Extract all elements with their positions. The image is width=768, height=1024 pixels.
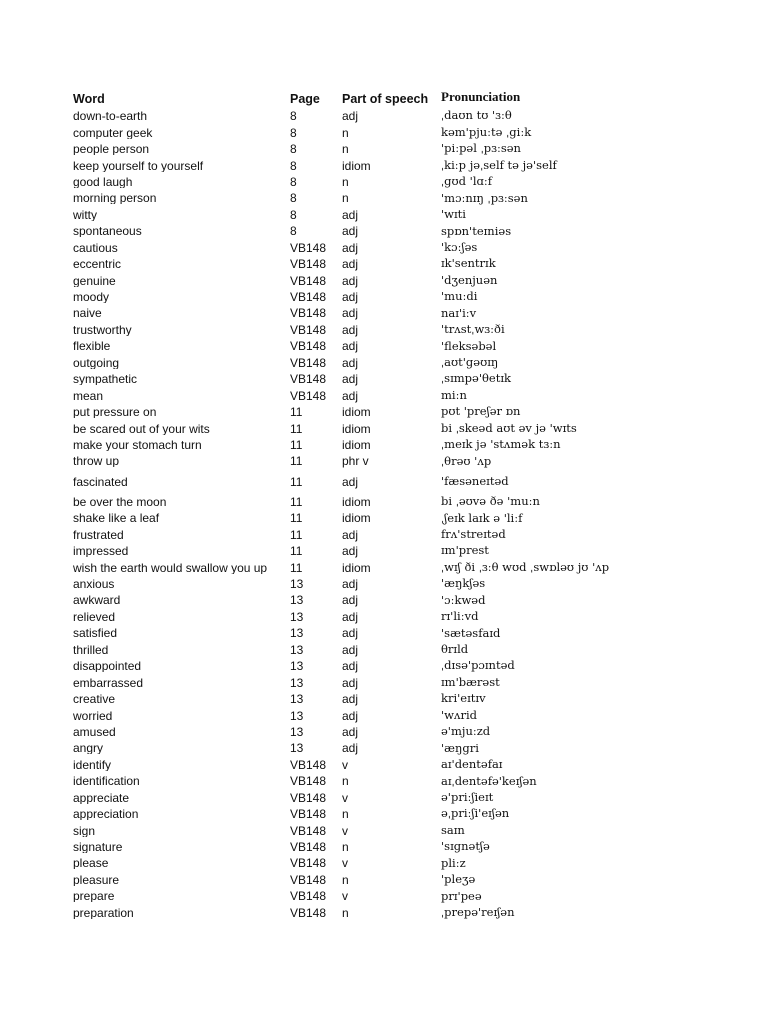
part-of-speech-cell: adj	[342, 109, 359, 124]
vocabulary-sheet	[73, 90, 733, 921]
part-of-speech-cell: adj	[342, 527, 359, 542]
table-row	[73, 642, 733, 658]
pronunciation-cell: ˌprepə'reɪʃən	[441, 905, 515, 920]
page-cell: 13	[290, 724, 304, 739]
pronunciation-cell: ˌkiːp jəˌself tə jə'self	[441, 157, 557, 172]
part-of-speech-cell: adj	[342, 659, 359, 674]
table-row	[73, 888, 733, 904]
page-cell: 11	[290, 405, 303, 420]
table-row	[73, 543, 733, 559]
word-cell: embarrassed	[73, 676, 144, 689]
table-row	[73, 609, 733, 625]
table-row	[73, 658, 733, 674]
part-of-speech-cell: phr v	[342, 454, 369, 469]
word-cell: impressed	[73, 545, 129, 558]
page-cell: 8	[290, 224, 297, 239]
page-cell: 8	[290, 125, 297, 140]
part-of-speech-cell: n	[342, 807, 349, 822]
pronunciation-cell: bi ˌəʊvə ðə 'muːn	[441, 494, 540, 509]
word-cell: fascinated	[73, 475, 128, 488]
table-row	[73, 256, 733, 272]
part-of-speech-cell: adj	[342, 224, 359, 239]
table-row	[73, 305, 733, 321]
word-cell: identification	[73, 775, 140, 788]
word-cell: flexible	[73, 340, 111, 353]
page-cell: 8	[290, 207, 297, 222]
part-of-speech-cell: adj	[342, 388, 359, 403]
pronunciation-cell: əˌpriːʃi'eɪʃən	[441, 806, 510, 821]
part-of-speech-cell: v	[342, 790, 348, 805]
page-cell: VB148	[290, 290, 327, 305]
part-of-speech-cell: adj	[342, 207, 359, 222]
word-cell: relieved	[73, 610, 116, 623]
pronunciation-cell: ˌdɪsə'pɔɪntəd	[441, 658, 515, 673]
part-of-speech-cell: adj	[342, 593, 359, 608]
word-cell: pleasure	[73, 873, 120, 886]
part-of-speech-cell: n	[342, 191, 349, 206]
page-cell: 11	[290, 560, 303, 575]
pronunciation-cell: ɪm'bærəst	[441, 674, 500, 689]
word-cell: creative	[73, 693, 116, 706]
page-cell: VB148	[290, 757, 327, 772]
part-of-speech-cell: n	[342, 905, 349, 920]
table-row	[73, 790, 733, 806]
word-cell: spontaneous	[73, 225, 142, 238]
pronunciation-cell: naɪ'iːv	[441, 305, 477, 320]
page-cell: 11	[290, 474, 303, 489]
word-cell: be over the moon	[73, 495, 167, 508]
vocabulary-rows	[73, 108, 733, 921]
page-cell: 13	[290, 692, 304, 707]
table-row	[73, 355, 733, 371]
table-row	[73, 437, 733, 453]
part-of-speech-cell: adj	[342, 724, 359, 739]
word-cell: be scared out of your wits	[73, 422, 210, 435]
page-cell: 8	[290, 191, 297, 206]
table-row	[73, 559, 733, 575]
word-cell: trustworthy	[73, 323, 132, 336]
table-row	[73, 190, 733, 206]
part-of-speech-cell: adj	[342, 692, 359, 707]
page-cell: VB148	[290, 240, 327, 255]
table-row	[73, 272, 733, 288]
table-row	[73, 872, 733, 888]
pronunciation-cell: 'sætəsfaɪd	[441, 625, 501, 640]
table-row	[73, 453, 733, 469]
pronunciation-cell: ˌsɪmpə'θetɪk	[441, 371, 511, 386]
part-of-speech-cell: n	[342, 774, 349, 789]
word-cell: people person	[73, 143, 150, 156]
page-cell: 11	[290, 511, 303, 526]
page-cell: VB148	[290, 823, 327, 838]
part-of-speech-cell: adj	[342, 306, 359, 321]
word-cell: please	[73, 857, 109, 870]
pronunciation-cell: ˌmeɪk jə 'stʌmək tɜːn	[441, 437, 561, 452]
part-of-speech-cell: adj	[342, 741, 359, 756]
pronunciation-cell: aɪˌdentəfə'keɪʃən	[441, 773, 537, 788]
part-of-speech-cell: v	[342, 823, 348, 838]
page-cell: VB148	[290, 872, 327, 887]
part-of-speech-cell: n	[342, 142, 349, 157]
page-cell: 11	[290, 437, 303, 452]
word-cell: down-to-earth	[73, 110, 148, 123]
table-row	[73, 207, 733, 223]
word-cell: appreciation	[73, 808, 139, 821]
page-cell: 13	[290, 593, 304, 608]
pronunciation-cell: 'ɔːkwəd	[441, 592, 486, 607]
pronunciation-cell: pʊt 'preʃər ɒn	[441, 404, 521, 419]
table-row	[73, 576, 733, 592]
pronunciation-cell: ˌgʊd 'lɑːf	[441, 174, 493, 189]
word-cell: frustrated	[73, 528, 124, 541]
page-cell: VB148	[290, 322, 327, 337]
word-cell: angry	[73, 742, 104, 755]
pronunciation-cell: 'fæsəneɪtəd	[441, 473, 509, 488]
page-cell: 8	[290, 174, 297, 189]
word-cell: keep yourself to yourself	[73, 159, 204, 172]
word-cell: good laugh	[73, 175, 133, 188]
word-cell: witty	[73, 208, 97, 221]
table-row	[73, 625, 733, 641]
word-cell: awkward	[73, 594, 121, 607]
word-cell: computer geek	[73, 126, 153, 139]
pronunciation-cell: ɪm'prest	[441, 543, 489, 558]
part-of-speech-cell: idiom	[342, 437, 371, 452]
word-cell: disappointed	[73, 660, 142, 673]
word-cell: signature	[73, 841, 123, 854]
part-of-speech-cell: adj	[342, 257, 359, 272]
pronunciation-cell: 'æŋkʃəs	[441, 576, 486, 591]
part-of-speech-cell: adj	[342, 708, 359, 723]
page-cell: VB148	[290, 905, 327, 920]
page-cell: VB148	[290, 388, 327, 403]
page-cell: 11	[290, 454, 303, 469]
pronunciation-cell: 'trʌstˌwɜːði	[441, 322, 505, 337]
table-row	[73, 707, 733, 723]
part-of-speech-cell: adj	[342, 626, 359, 641]
pronunciation-cell: 'æŋgri	[441, 740, 479, 755]
header-pronunciation: Pronunciation	[441, 88, 521, 104]
word-cell: outgoing	[73, 356, 120, 369]
word-cell: wish the earth would swallow you up	[73, 561, 268, 574]
word-cell: amused	[73, 725, 116, 738]
part-of-speech-cell: adj	[342, 322, 359, 337]
table-row	[73, 223, 733, 239]
page-cell: 11	[290, 544, 303, 559]
word-cell: anxious	[73, 578, 115, 591]
part-of-speech-cell: adj	[342, 642, 359, 657]
pronunciation-cell: θrɪld	[441, 642, 469, 657]
part-of-speech-cell: v	[342, 757, 348, 772]
pronunciation-cell: ˌwɪʃ ði ˌɜːθ wʊd ˌswɒləʊ jʊ 'ʌp	[441, 559, 610, 574]
word-cell: morning person	[73, 192, 157, 205]
table-row	[73, 174, 733, 190]
table-row	[73, 124, 733, 140]
part-of-speech-cell: adj	[342, 372, 359, 387]
word-cell: make your stomach turn	[73, 438, 202, 451]
table-row	[73, 691, 733, 707]
table-row	[73, 839, 733, 855]
word-cell: genuine	[73, 274, 116, 287]
page-cell: VB148	[290, 889, 327, 904]
page-cell: 13	[290, 609, 304, 624]
word-cell: appreciate	[73, 791, 130, 804]
pronunciation-cell: 'wɪti	[441, 207, 466, 222]
table-row	[73, 338, 733, 354]
page-cell: VB148	[290, 774, 327, 789]
page-cell: 8	[290, 142, 297, 157]
pronunciation-cell: 'sɪgnətʃə	[441, 839, 490, 854]
table-row	[73, 757, 733, 773]
pronunciation-cell: saɪn	[441, 822, 465, 837]
pronunciation-cell: ə'priːʃieɪt	[441, 789, 494, 804]
table-row	[73, 420, 733, 436]
part-of-speech-cell: adj	[342, 544, 359, 559]
pronunciation-cell: pliːz	[441, 855, 466, 870]
table-row	[73, 404, 733, 420]
pronunciation-cell: ɪk'sentrɪk	[441, 256, 496, 271]
page-cell: 13	[290, 577, 304, 592]
pronunciation-cell: prɪ'peə	[441, 888, 482, 903]
word-cell: thrilled	[73, 643, 109, 656]
word-cell: moody	[73, 291, 110, 304]
table-row	[73, 773, 733, 789]
word-cell: naive	[73, 307, 102, 320]
table-row	[73, 724, 733, 740]
page-cell: VB148	[290, 273, 327, 288]
page-cell: VB148	[290, 807, 327, 822]
table-row	[73, 674, 733, 690]
page-cell: VB148	[290, 840, 327, 855]
page-cell: 11	[290, 494, 303, 509]
page-cell: VB148	[290, 372, 327, 387]
table-row	[73, 322, 733, 338]
part-of-speech-cell: adj	[342, 609, 359, 624]
word-cell: throw up	[73, 455, 120, 468]
part-of-speech-cell: adj	[342, 577, 359, 592]
part-of-speech-cell: adj	[342, 273, 359, 288]
header-part-of-speech: Part of speech	[342, 91, 429, 106]
part-of-speech-cell: adj	[342, 675, 359, 690]
table-row	[73, 240, 733, 256]
page-cell: 13	[290, 659, 304, 674]
part-of-speech-cell: idiom	[342, 511, 371, 526]
page-cell: VB148	[290, 306, 327, 321]
header-page: Page	[290, 91, 320, 106]
table-row	[73, 822, 733, 838]
page-cell: 13	[290, 675, 304, 690]
page-cell: 8	[290, 158, 297, 173]
word-cell: sign	[73, 824, 96, 837]
pronunciation-cell: ˌdaʊn tʊ 'ɜːθ	[441, 108, 512, 123]
page-cell: 13	[290, 626, 304, 641]
pronunciation-cell: frʌ'streɪtəd	[441, 526, 506, 541]
pronunciation-cell: ˌaʊt'gəʊɪŋ	[441, 355, 499, 370]
pronunciation-cell: ə'mjuːzd	[441, 724, 491, 739]
word-cell: identify	[73, 758, 112, 771]
word-cell: mean	[73, 389, 104, 402]
pronunciation-cell: rɪ'liːvd	[441, 609, 479, 624]
table-row	[73, 387, 733, 403]
part-of-speech-cell: idiom	[342, 405, 371, 420]
table-row	[73, 806, 733, 822]
header-word: Word	[73, 92, 105, 106]
part-of-speech-cell: n	[342, 125, 349, 140]
part-of-speech-cell: v	[342, 856, 348, 871]
page-cell: 8	[290, 109, 297, 124]
table-row	[73, 740, 733, 756]
word-cell: worried	[73, 709, 113, 722]
part-of-speech-cell: idiom	[342, 421, 371, 436]
part-of-speech-cell: idiom	[342, 494, 371, 509]
page-cell: VB148	[290, 257, 327, 272]
table-row	[73, 494, 733, 510]
word-cell: put pressure on	[73, 406, 157, 419]
page-cell: 11	[290, 527, 303, 542]
page-cell: 13	[290, 741, 304, 756]
pronunciation-cell: 'kɔːʃəs	[441, 239, 478, 254]
part-of-speech-cell: idiom	[342, 560, 371, 575]
table-row	[73, 157, 733, 173]
pronunciation-cell: kəm'pjuːtə ˌgiːk	[441, 124, 532, 139]
pronunciation-cell: 'wʌrid	[441, 707, 478, 722]
word-cell: cautious	[73, 241, 118, 254]
page-cell: VB148	[290, 339, 327, 354]
page-cell: 13	[290, 708, 304, 723]
pronunciation-cell: ˌʃeɪk laɪk ə 'liːf	[441, 510, 523, 525]
part-of-speech-cell: adj	[342, 474, 359, 489]
word-cell: shake like a leaf	[73, 512, 160, 525]
page-cell: 13	[290, 642, 304, 657]
table-row	[73, 289, 733, 305]
page-cell: VB148	[290, 355, 327, 370]
pronunciation-cell: kri'eɪtɪv	[441, 691, 486, 706]
table-row	[73, 527, 733, 543]
word-cell: eccentric	[73, 258, 122, 271]
table-row	[73, 592, 733, 608]
part-of-speech-cell: n	[342, 872, 349, 887]
word-cell: preparation	[73, 906, 134, 919]
pronunciation-cell: aɪ'dentəfaɪ	[441, 757, 503, 772]
pronunciation-cell: 'piːpəl ˌpɜːsən	[441, 141, 521, 156]
part-of-speech-cell: adj	[342, 355, 359, 370]
pronunciation-cell: 'pleʒə	[441, 872, 476, 887]
table-row	[73, 141, 733, 157]
header-row	[73, 90, 733, 108]
part-of-speech-cell: adj	[342, 240, 359, 255]
part-of-speech-cell: idiom	[342, 158, 371, 173]
part-of-speech-cell: adj	[342, 339, 359, 354]
table-row	[73, 905, 733, 921]
pronunciation-cell: 'muːdi	[441, 289, 478, 304]
pronunciation-cell: 'dʒenjuən	[441, 272, 498, 287]
word-cell: sympathetic	[73, 373, 138, 386]
table-row	[73, 371, 733, 387]
page-cell: VB148	[290, 790, 327, 805]
table-row	[73, 470, 733, 494]
table-row	[73, 108, 733, 124]
page-cell: 11	[290, 421, 303, 436]
pronunciation-cell: spɒn'teɪniəs	[441, 223, 512, 238]
part-of-speech-cell: adj	[342, 290, 359, 305]
table-row	[73, 510, 733, 526]
pronunciation-cell: miːn	[441, 387, 467, 402]
pronunciation-cell: ˌθrəʊ 'ʌp	[441, 453, 492, 468]
part-of-speech-cell: n	[342, 174, 349, 189]
pronunciation-cell: 'mɔːnɪŋ ˌpɜːsən	[441, 190, 528, 205]
word-cell: prepare	[73, 890, 115, 903]
pronunciation-cell: bi ˌskeəd aʊt əv jə 'wɪts	[441, 420, 577, 435]
pronunciation-cell: 'fleksəbəl	[441, 338, 497, 353]
part-of-speech-cell: v	[342, 889, 348, 904]
part-of-speech-cell: n	[342, 840, 349, 855]
page-cell: VB148	[290, 856, 327, 871]
word-cell: satisfied	[73, 627, 118, 640]
table-row	[73, 855, 733, 871]
